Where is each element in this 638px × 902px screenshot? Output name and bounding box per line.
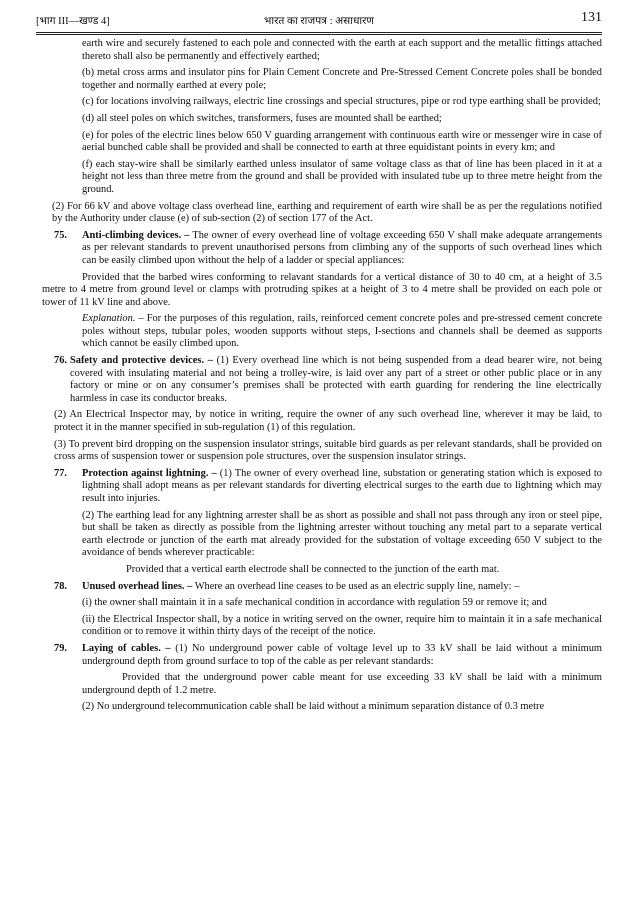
section-75 [40,230,602,268]
section-title: Unused overhead lines. – [82,580,193,592]
section-title: Laying of cables. – [82,642,171,654]
header-rule-top [36,32,602,33]
header-rule-bottom [36,34,602,35]
subregulation-2: (2) For 66 kV and above voltage class overhead line, earthing and requirement of earth wire shall be as per the regulations notified by the Authority under clause (e) of sub-section (2) of section 177 of the Act. [52,200,602,225]
section-number: 77. [54,467,67,479]
section-79-sub-2: (2) No underground telecommunication cable shall be laid without a minimum separation distance of 0.3 metre [82,701,545,713]
clause-e: (e) for poles of the electric lines below 650 V guarding arrangement with continuous earth wire or messenger wire in case of aerial bunched cable shall be provided and shall be connected to earth at three equidistant points in every km; and [82,129,602,154]
section-76-sub-3: (3) To prevent bird dropping on the suspension insulator strings, suitable bird guards as per relevant standards, shall be provided on cross arms of suspension tower or suspension pole structures, over the suspension insulator strings. [54,438,602,463]
page-header [36,10,602,32]
section-text: Where an overhead line ceases to be used as an electric supply line, namely: – [192,580,520,592]
section-text: (1) No underground power cable of voltage level up to 33 kV shall be laid without a minimum underground depth from ground surface to top of the cable as per relevant standards: [82,642,602,667]
clause-b: (b) metal cross arms and insulator pins for Plain Cement Concrete and Pre-Stressed Cement Concrete poles shall be bonded together and normally earthed at every pole; [82,67,602,91]
section-76-sub-2: (2) An Electrical Inspector may, by notice in writing, require the owner of any such overhead line, wherever it may be laid, to protect it in the manner specified in sub-regulation (1) of this regulation. [54,409,602,434]
paragraph-earth-wire: earth wire and securely fastened to each pole and connected with the earth at each support and the metallic fittings attached thereto shall also be permanently and effectively earthed; [82,38,602,62]
section-number: 75. [54,229,67,241]
section-number: 79. [54,642,67,654]
section-text: (1) Every overhead line which is not being suspended from a dead bearer wire, not being covered with insulating material and not being a trolley-wire, is laid over any part of a street or other public place or in any factory or mine or on any consumer’s premises shall be protected with earth guarding for rendering the line electrically harmless in case its conductor breaks. [70,355,602,404]
section-77-sub-2: (2) The earthing lead for any lightning arrester shall be as short as possible and shall not pass through any iron or steel pipe, but shall be taken as directly as possible from the lightning arrester without touching any metal part to a separate vertical earth electrode or junction of the earth mat already provided for the substation of voltage exceeding 650 V subject to the avoidance of bends wherever practicable: [82,509,602,559]
section-title: Protection against lightning. – [82,467,217,479]
section-79-proviso: Provided that the underground power cable meant for use exceeding 33 kV shall be laid with a minimum underground depth of 1.2 metre. [82,672,602,696]
section-number: 78. [54,580,67,592]
document-body [40,38,602,718]
clause-f: (f) each stay-wire shall be similarly earthed unless insulator of same voltage class as that of line has been placed in it at a height not less than three metre from the ground and shall be provided with insulated tube up to three metre height from the ground. [82,158,602,195]
section-75-proviso: Provided that the barbed wires conforming to relavant standards for a vertical distance of 30 to 40 cm, at a height of 3.5 metre to 4 metre from ground level or clamps with protruding spikes at a height of 3 to 4 metre shall be provided on each pole or tower of 11 kV line and above. [42,271,602,308]
header-part-section: [भाग III—खण्ड 4] [36,16,110,27]
section-title: Anti-climbing devices. – [82,229,190,241]
section-number: 76. [54,355,67,367]
section-75-explanation [40,313,602,351]
section-78-clause-ii: (ii) the Electrical Inspector shall, by a notice in writing served on the owner, require him to maintain it in a safe mechanical condition or to remove it within thirty days of the receipt of the notice. [82,613,602,638]
clause-d: (d) all steel poles on which switches, transformers, fuses are mounted shall be earthed; [82,112,442,124]
section-77-proviso: Provided that a vertical earth electrode shall be connected to the junction of the earth mat. [126,563,500,575]
section-text: (1) The owner of every overhead line, substation or generating station which is exposed to lightning shall adopt means as per relevant standards for diverting electrical surges to the earth due to lightning which may result into injuries. [82,467,602,504]
section-text: The owner of every overhead line of voltage exceeding 650 V shall make adequate arrangements as per relevant standards to prevent unauthorised persons from climbing any of the supports of such overhead lines which can be easily climbed upon without the help of a ladder or special appliances: [82,229,603,266]
header-gazette-title: भारत का राजपत्र : असाधारण [263,16,375,27]
section-77 [40,468,602,506]
section-title: Safety and protective devices. – [70,355,213,367]
page-number: 131 [581,10,602,25]
section-78 [40,581,602,594]
clause-c: (c) for locations involving railways, electric line crossings and special structures, pipe or rod type earthing shall be provided; [82,96,601,108]
explanation-label: Explanation. [82,313,136,325]
section-78-clause-i: (i) the owner shall maintain it in a safe mechanical condition in accordance with regulation 59 or remove it; and [82,597,547,609]
section-79 [40,643,602,668]
section-76 [40,355,602,405]
explanation-text: – For the purposes of this regulation, rails, reinforced cement concrete poles and pre-stressed cement concrete poles without steps, tubular poles, wooden supports without steps, I-sections and channels shall be deemed as supports which cannot be easily climbed upon. [82,313,602,350]
